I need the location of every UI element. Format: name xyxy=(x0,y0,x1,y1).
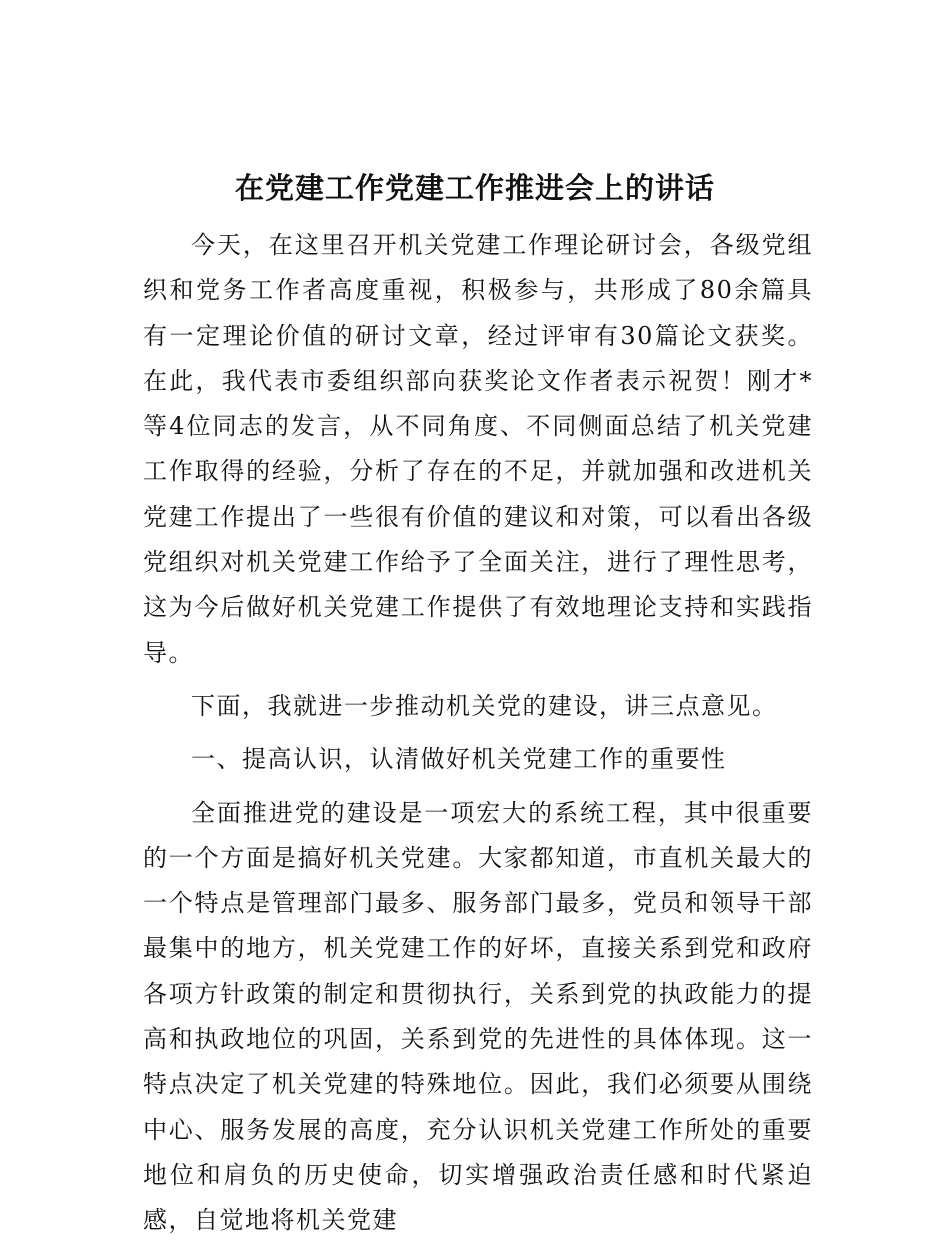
paragraph-transition: 下面，我就进一步推动机关党的建设，讲三点意见。 xyxy=(191,691,778,720)
section-heading-1: 一、提高认识，认清做好机关党建工作的重要性 xyxy=(191,745,727,774)
paragraph-section-1: 全面推进党的建设是一项宏大的系统工程，其中很重要的一个方面是搞好机关党建。大家都知道，市直机关最大的一个特点是管理部门最多、服务部门最多，党员和领导干部最集中的地方，机关党建工作的好坏，直接关系到党和政府各项方针政策的制定和贯彻执行，关系到党的执政能力的提高和执政地位的巩固，关系到党的先进性的具体体现。这一特点决定了机关党建的特殊地位。因此，我们必须要从围绕中心、服务发展的高度，充分认识机关党建工作所处的重要地位和肩负的历史使命，切实增强政治责任感和时代紧迫感，自觉地将机关党建 xyxy=(143,798,813,1235)
document-title: 在党建工作党建工作推进会上的讲话 xyxy=(234,171,715,205)
paragraph-intro: 今天，在这里召开机关党建工作理论研讨会，各级党组织和党务工作者高度重视，积极参与，共形成了80余篇具有一定理论价值的研讨文章，经过评审有30篇论文获奖。在此，我代表市委组织部向获奖论文作者表示祝贺！刚才*等4位同志的发言，从不同角度、不同侧面总结了机关党建工作取得的经验，分析了存在的不足，并就加强和改进机关党建工作提出了一些很有价值的建议和对策，可以看出各级党组织对机关党建工作给予了全面关注，进行了理性思考，这为今后做好机关党建工作提供了有效地理论支持和实践指导。 xyxy=(143,231,813,667)
document-body xyxy=(143,223,813,1244)
